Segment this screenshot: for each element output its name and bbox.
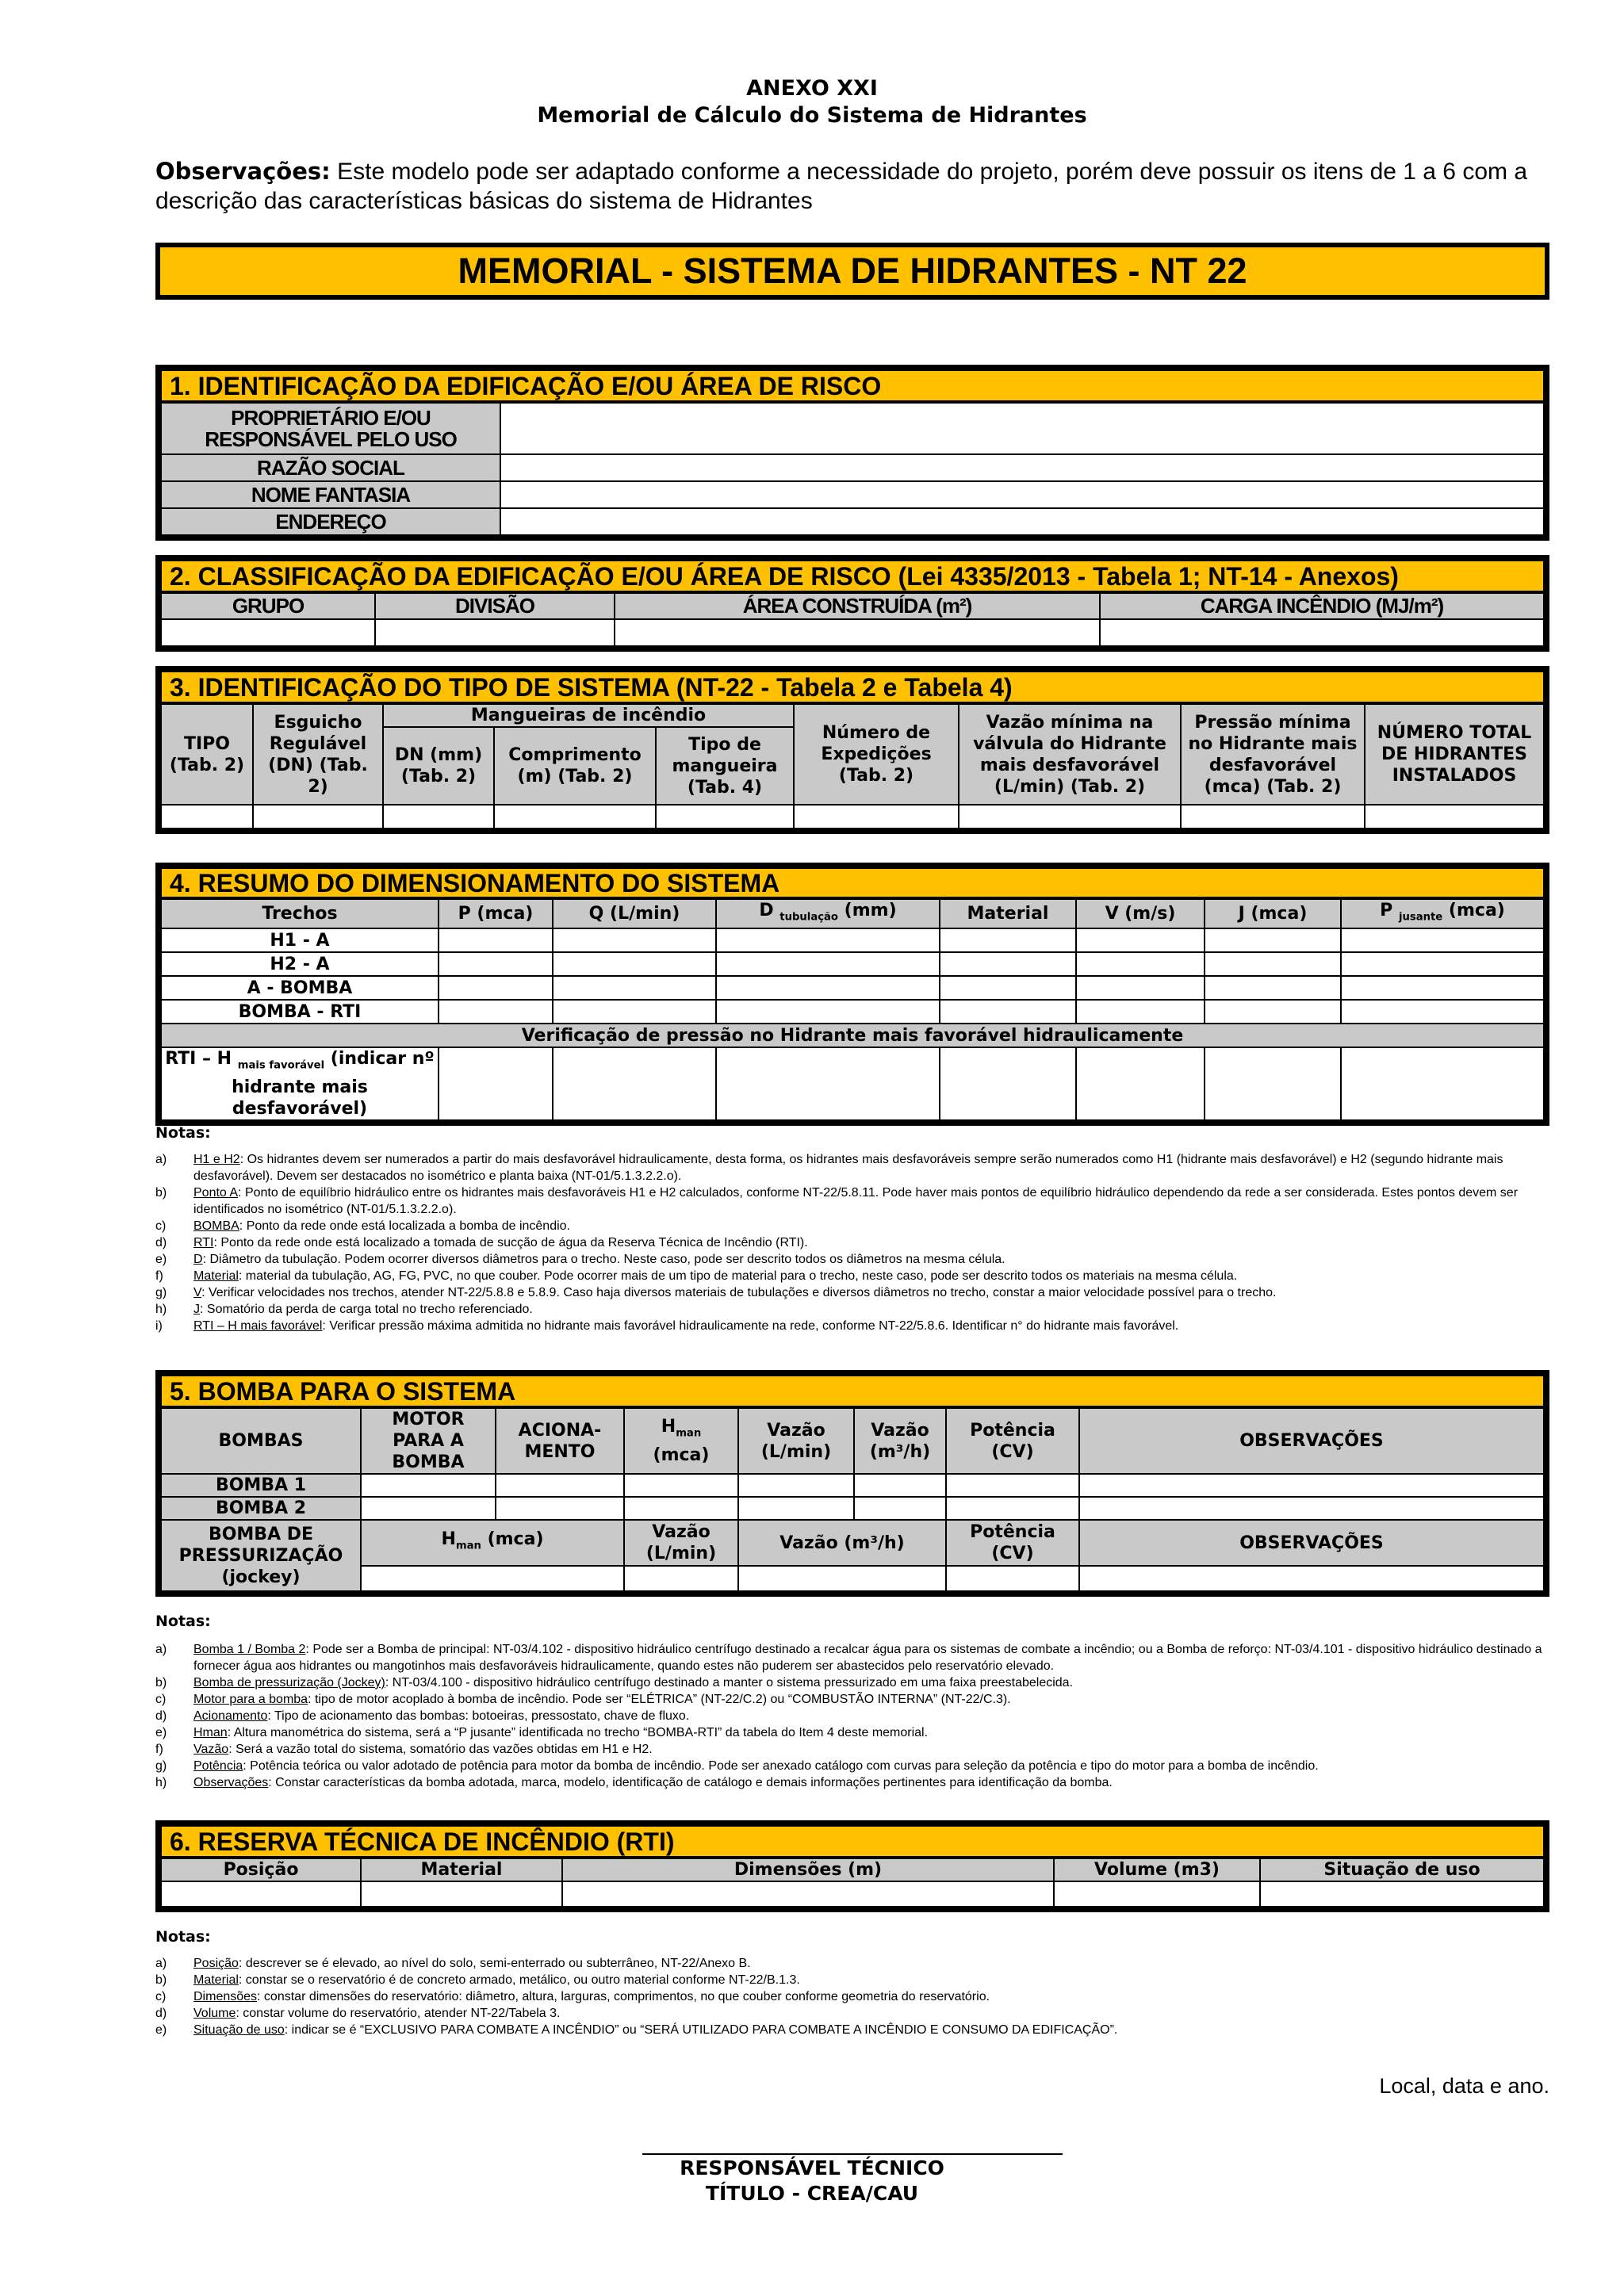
table-cell[interactable]: [496, 1497, 624, 1520]
note-text: [193, 1708, 1551, 1724]
downstream-pressure-header: P $_{jusante}$ (mca): [1341, 898, 1544, 928]
note-description: : Os hidrantes devem ser numerados a partir do mais desfavorável hidraulicamente, desta forma, os hidrantes mais desfavoráveis sempre serão numerados como H1 (hidrante mais desfavorável) e H2 (segundo hidrante mais desfavorável). Devem ser destacados no isométrico e planta baixa (NT-01/5.1.3.2.2.o).: [193, 1153, 1503, 1183]
note-text: [193, 1268, 1551, 1284]
table-cell[interactable]: [1076, 1047, 1205, 1119]
table-cell[interactable]: [1341, 928, 1544, 952]
note-description: : Pode ser a Bomba de principal: NT-03/4.102 - dispositivo hidráulico centrífugo destinado a recalcar água para os sistemas de combate a incêndio; ou a Bomba de reforço: NT-03/4.101 - dispositivo hidráulico destinado a fornecer água aos hidrantes ou mangotinhos mais desfavoráveis hidraulicamente, quando estes não puderem ser abastecidos pelo reservatório elevado.: [193, 1643, 1542, 1673]
segment-label: BOMBA - RTI: [161, 1000, 439, 1024]
jockey-hman-header: $H_{man}$ (mca): [361, 1520, 624, 1566]
note-text: [193, 1674, 1551, 1691]
jockey-observations-field[interactable]: [1079, 1566, 1544, 1591]
section-1-identification: [155, 365, 1549, 541]
note-item: [155, 1151, 1551, 1184]
table-cell[interactable]: [940, 1047, 1076, 1119]
jockey-observations-header: OBSERVAÇÕES: [1079, 1520, 1544, 1566]
note-description: : Potência teórica ou valor adotado de potência para motor da bomba de incêndio. Pode ser anexado catálogo com curvas para seleção da potência e tipo do motor para a bomba de incêndio.: [243, 1759, 1319, 1773]
flow-header: Q (L/min): [553, 898, 716, 928]
note-term: Ponto A: [193, 1186, 239, 1200]
observations-text: Este modelo pode ser adaptado conforme a necessidade do projeto, porém deve possuir os itens de 1 a 6 com a descrição das características básicas do sistema de Hidrantes: [155, 159, 1528, 214]
observations-label: Observações:: [155, 158, 331, 185]
fire-load-field[interactable]: [1100, 619, 1544, 646]
note-description: : Constar características da bomba adotada, marca, modelo, identificação de catálogo e demais informações pertinentes para identificação da bomba.: [268, 1776, 1113, 1789]
section-1-title: 1. IDENTIFICAÇÃO DA EDIFICAÇÃO E/OU ÁREA DE RISCO: [161, 370, 1544, 402]
diameter-header: D $_{tubulação}$ (mm): [716, 898, 940, 928]
annex-title: ANEXO XXI: [746, 76, 878, 101]
note-letter: g): [155, 1286, 167, 1299]
note-text: [193, 1988, 1551, 2005]
table-cell[interactable]: [854, 1474, 946, 1497]
notes-2-title: Notas:: [155, 1613, 211, 1630]
memorial-banner: MEMORIAL - SISTEMA DE HIDRANTES - NT 22: [155, 243, 1549, 300]
note-letter: a): [155, 1153, 167, 1166]
note-item: [155, 1184, 1551, 1218]
note-term: Acionamento: [193, 1709, 268, 1723]
velocity-header: V (m/s): [1076, 898, 1205, 928]
note-item: [155, 1218, 1551, 1234]
note-item: [155, 1972, 1551, 1988]
note-item: [155, 1988, 1551, 2005]
note-letter: f): [155, 1269, 163, 1283]
pump-2-label: BOMBA 2: [161, 1497, 361, 1520]
section-5-title: 5. BOMBA PARA O SISTEMA: [161, 1376, 1544, 1407]
section-3-title: 3. IDENTIFICAÇÃO DO TIPO DE SISTEMA (NT-22 - Tabela 2 e Tabela 4): [161, 672, 1544, 703]
notes-1-list: [155, 1151, 1551, 1334]
note-item: [155, 2022, 1551, 2038]
segment-label: A - BOMBA: [161, 976, 439, 1000]
hose-type-field[interactable]: [656, 805, 794, 828]
note-description: : Somatório da perda de carga total no trecho referenciado.: [200, 1303, 533, 1316]
note-text: [193, 1758, 1551, 1774]
note-term: Bomba 1 / Bomba 2: [193, 1643, 306, 1656]
hose-length-header: Comprimento (m) (Tab. 2): [494, 727, 656, 805]
note-letter: d): [155, 1236, 167, 1249]
note-text: [193, 1774, 1551, 1791]
table-cell[interactable]: [1341, 952, 1544, 976]
note-description: : Tipo de acionamento das bombas: botoeiras, pressostato, chave de fluxo.: [267, 1709, 690, 1723]
note-text: [193, 1301, 1551, 1318]
table-row: [161, 952, 1544, 976]
notes-3-title: Notas:: [155, 1928, 211, 1946]
verification-row: Verificação de pressão no Hidrante mais favorável hidraulicamente: [161, 1024, 1544, 1047]
reserve-material-header: Material: [361, 1858, 562, 1881]
power-header: Potência (CV): [946, 1407, 1079, 1474]
table-cell[interactable]: [940, 1000, 1076, 1024]
note-term: Motor para a bomba: [193, 1693, 308, 1706]
note-text: [193, 2022, 1551, 2038]
section-6-title: 6. RESERVA TÉCNICA DE INCÊNDIO (RTI): [161, 1826, 1544, 1858]
note-text: [193, 1184, 1551, 1218]
company-name-label: RAZÃO SOCIAL: [161, 454, 500, 481]
head-loss-header: J (mca): [1205, 898, 1341, 928]
company-name-field[interactable]: [500, 454, 1544, 481]
note-text: [193, 1641, 1551, 1674]
note-description: : Verificar pressão máxima admitida no hidrante mais favorável hidraulicamente na rede, conforme NT-22/5.8.6. Identificar n° do hidrante mais favorável.: [322, 1319, 1179, 1333]
pressure-header: P (mca): [439, 898, 553, 928]
table-cell[interactable]: [624, 1474, 738, 1497]
note-letter: c): [155, 1990, 167, 2003]
note-letter: a): [155, 1643, 167, 1656]
note-item: [155, 1284, 1551, 1301]
note-text: [193, 1972, 1551, 1988]
pumps-header: BOMBAS: [161, 1407, 361, 1474]
note-term: J: [193, 1303, 200, 1316]
note-description: : tipo de motor acoplado à bomba de incêndio. Pode ser “ELÉTRICA” (NT-22/C.2) ou “COMBUSTÃO INTERNA” (NT-22/C.3).: [308, 1693, 1011, 1706]
hose-length-field[interactable]: [494, 805, 656, 828]
note-description: : Altura manométrica do sistema, será a “P jusante” identificada no trecho “BOMBA-RTI” da tabela do Item 4 deste memorial.: [227, 1726, 929, 1739]
note-term: Material: [193, 1269, 239, 1283]
table-row: [161, 1000, 1544, 1024]
table-cell[interactable]: [439, 976, 553, 1000]
jockey-flow-lmin-header: Vazão (L/min): [624, 1520, 738, 1566]
table-cell[interactable]: [1205, 1047, 1341, 1119]
table-cell[interactable]: [716, 952, 940, 976]
note-description: : NT-03/4.100 - dispositivo hidráulico centrífugo destinado a manter o sistema pressurizado em uma faixa preestabelecida.: [385, 1676, 1074, 1689]
address-label: ENDEREÇO: [161, 508, 500, 535]
note-text: [193, 1691, 1551, 1708]
table-cell[interactable]: [439, 1047, 553, 1119]
note-item: [155, 1234, 1551, 1251]
note-letter: g): [155, 1759, 167, 1773]
usage-header: Situação de uso: [1260, 1858, 1544, 1881]
note-letter: d): [155, 1709, 167, 1723]
material-header: Material: [940, 898, 1076, 928]
trade-name-label: NOME FANTASIA: [161, 481, 500, 508]
section-3-system-type: [155, 666, 1549, 834]
min-flow-header: Vazão mínima na válvula do Hidrante mais desfavorável (L/min) (Tab. 2): [959, 703, 1181, 805]
section-5-pump: [155, 1370, 1549, 1597]
note-description: : Será a vazão total do sistema, somatório das vazões obtidas em H1 e H2.: [228, 1743, 653, 1756]
table-cell[interactable]: [361, 1474, 496, 1497]
note-letter: h): [155, 1776, 167, 1789]
jockey-hman-field[interactable]: [361, 1566, 624, 1591]
note-term: Situação de uso: [193, 2023, 285, 2037]
annex-subtitle: Memorial de Cálculo do Sistema de Hidrantes: [537, 103, 1087, 128]
min-flow-field[interactable]: [959, 805, 1181, 828]
table-row: [161, 928, 1544, 952]
note-item: [155, 1758, 1551, 1774]
note-term: RTI – H mais favorável: [193, 1319, 323, 1333]
reserve-material-field[interactable]: [361, 1881, 562, 1907]
note-letter: e): [155, 2023, 167, 2037]
note-item: [155, 1955, 1551, 1972]
hose-type-header: Tipo de mangueira (Tab. 4): [656, 727, 794, 805]
table-cell[interactable]: [1205, 976, 1341, 1000]
jockey-flow-m3h-header: Vazão (m³/h): [738, 1520, 946, 1566]
title-label: TÍTULO - CREA/CAU: [705, 2182, 919, 2205]
table-cell[interactable]: [854, 1497, 946, 1520]
note-item: [155, 1774, 1551, 1791]
note-letter: c): [155, 1693, 167, 1706]
table-cell[interactable]: [1341, 976, 1544, 1000]
dimensions-field[interactable]: [562, 1881, 1054, 1907]
table-cell[interactable]: [439, 928, 553, 952]
built-area-header: ÁREA CONSTRUÍDA (m²): [615, 592, 1100, 619]
pump-1-label: BOMBA 1: [161, 1474, 361, 1497]
table-cell[interactable]: [553, 1047, 716, 1119]
table-cell[interactable]: [624, 1497, 738, 1520]
flow-m3h-header: Vazão (m³/h): [854, 1407, 946, 1474]
note-item: [155, 1691, 1551, 1708]
note-description: : Ponto da rede onde está localizada a bomba de incêndio.: [239, 1219, 570, 1233]
section-6-reserve: [155, 1820, 1549, 1912]
note-term: Posição: [193, 1957, 239, 1970]
note-letter: i): [155, 1319, 163, 1333]
nozzle-field[interactable]: [253, 805, 383, 828]
note-text: [193, 1284, 1551, 1301]
motor-header: MOTOR PARA A BOMBA: [361, 1407, 496, 1474]
volume-header: Volume (m3): [1054, 1858, 1260, 1881]
jockey-pump-label: BOMBA DE PRESSURIZAÇÃO (jockey): [161, 1520, 361, 1591]
note-text: [193, 1318, 1551, 1334]
note-letter: a): [155, 1957, 167, 1970]
table-row: [161, 1474, 1544, 1497]
note-text: [193, 1724, 1551, 1741]
table-cell[interactable]: [946, 1474, 1079, 1497]
min-pressure-field[interactable]: [1181, 805, 1365, 828]
note-term: Volume: [193, 2007, 236, 2020]
table-cell[interactable]: [716, 928, 940, 952]
note-item: [155, 1251, 1551, 1268]
note-item: [155, 1724, 1551, 1741]
table-cell[interactable]: [946, 1497, 1079, 1520]
section-2-classification: [155, 555, 1549, 652]
segment-label: H1 - A: [161, 928, 439, 952]
place-date-text: Local, data e ano.: [1379, 2074, 1549, 2098]
note-text: [193, 1151, 1551, 1184]
type-field[interactable]: [161, 805, 253, 828]
table-cell[interactable]: [940, 976, 1076, 1000]
table-cell[interactable]: [1076, 976, 1205, 1000]
notes-3-list: [155, 1955, 1551, 2038]
note-term: BOMBA: [193, 1219, 239, 1233]
table-cell[interactable]: [1205, 952, 1341, 976]
note-letter: b): [155, 1676, 167, 1689]
note-text: [193, 1218, 1551, 1234]
outlets-header: Número de Expedições (Tab. 2): [794, 703, 959, 805]
note-description: : constar volume do reservatório, atender NT-22/Tabela 3.: [236, 2007, 561, 2020]
note-description: : Diâmetro da tubulação. Podem ocorrer diversos diâmetros para o trecho. Neste caso, pode ser descrito todos os diâmetros na mesma célula.: [202, 1253, 1005, 1266]
hman-header: $H_{man}$ (mca): [624, 1407, 738, 1474]
hose-dn-field[interactable]: [383, 805, 494, 828]
usage-field[interactable]: [1260, 1881, 1544, 1907]
table-cell[interactable]: [553, 1000, 716, 1024]
trade-name-field[interactable]: [500, 481, 1544, 508]
table-cell[interactable]: [940, 952, 1076, 976]
outlets-field[interactable]: [794, 805, 959, 828]
note-item: [155, 1674, 1551, 1691]
note-item: [155, 1708, 1551, 1724]
flow-lmin-header: Vazão (L/min): [738, 1407, 854, 1474]
note-letter: h): [155, 1303, 167, 1316]
most-favorable-hydrant-label: RTI – H $_{mais favorável}$ (indicar nº hidrante mais desfavorável): [161, 1047, 439, 1119]
table-cell[interactable]: [940, 928, 1076, 952]
note-text: [193, 2005, 1551, 2022]
address-field[interactable]: [500, 508, 1544, 535]
note-text: [193, 1955, 1551, 1972]
note-text: [193, 1234, 1551, 1251]
note-description: : Ponto da rede onde está localizado a tomada de sucção de água da Reserva Técnica de Incêndio (RTI).: [213, 1236, 808, 1249]
owner-label: PROPRIETÁRIO E/OU RESPONSÁVEL PELO USO: [161, 402, 500, 454]
jockey-flow-lmin-field[interactable]: [624, 1566, 738, 1591]
section-2-title: 2. CLASSIFICAÇÃO DA EDIFICAÇÃO E/OU ÁREA DE RISCO (Lei 4335/2013 - Tabela 1; NT-14 - Anexos): [161, 561, 1544, 592]
note-text: [193, 1251, 1551, 1268]
note-description: : constar se o reservatório é de concreto armado, metálico, ou outro material conforme NT-22/B.1.3.: [238, 1973, 800, 1987]
built-area-field[interactable]: [615, 619, 1100, 646]
table-cell[interactable]: [716, 1000, 940, 1024]
note-description: : indicar se é “EXCLUSIVO PARA COMBATE A INCÊNDIO” ou “SERÁ UTILIZADO PARA COMBATE A INCÊNDIO E CONSUMO DA EDIFICAÇÃO”.: [284, 2023, 1118, 2037]
table-cell[interactable]: [1341, 1000, 1544, 1024]
table-cell[interactable]: [1079, 1474, 1544, 1497]
position-header: Posição: [161, 1858, 361, 1881]
table-cell[interactable]: [716, 976, 940, 1000]
note-description: : Ponto de equilíbrio hidráulico entre os hidrantes mais desfavoráveis H1 e H2 calculados, conforme NT-22/5.8.11. Pode haver mais pontos de equilíbrio hidráulico dependendo da rede a ser considerada. Estes pontos devem ser identificados no isométrico (NT-01/5.1.3.2.2.o).: [193, 1186, 1519, 1216]
table-cell[interactable]: [1205, 928, 1341, 952]
note-term: D: [193, 1253, 203, 1266]
note-item: [155, 1641, 1551, 1674]
note-letter: f): [155, 1743, 163, 1756]
note-term: H1 e H2: [193, 1153, 240, 1166]
table-cell[interactable]: [1076, 928, 1205, 952]
observations-header: OBSERVAÇÕES: [1079, 1407, 1544, 1474]
jockey-power-header: Potência (CV): [946, 1520, 1079, 1566]
note-term: Bomba de pressurização (Jockey): [193, 1676, 385, 1689]
note-term: Dimensões: [193, 1990, 258, 2003]
note-term: V: [193, 1286, 202, 1299]
signature-line: [642, 2153, 1063, 2155]
division-field[interactable]: [375, 619, 615, 646]
note-letter: b): [155, 1186, 167, 1200]
note-description: : constar dimensões do reservatório: diâmetro, altura, larguras, comprimentos, no que couber conforme geometria do reservatório.: [257, 1990, 990, 2003]
table-cell[interactable]: [553, 976, 716, 1000]
table-cell[interactable]: [553, 928, 716, 952]
total-hydrants-field[interactable]: [1365, 805, 1544, 828]
note-description: : material da tubulação, AG, FG, PVC, no que couber. Pode ocorrer mais de um tipo de material para o trecho, neste caso, pode ser descrito todos os materiais na mesma célula.: [238, 1269, 1238, 1283]
table-cell[interactable]: [439, 1000, 553, 1024]
note-term: RTI: [193, 1236, 214, 1249]
note-term: Observações: [193, 1776, 269, 1789]
table-cell[interactable]: [496, 1474, 624, 1497]
group-field[interactable]: [161, 619, 375, 646]
hose-dn-header: DN (mm) (Tab. 2): [383, 727, 494, 805]
table-row: [161, 976, 1544, 1000]
note-text: [193, 1741, 1551, 1758]
notes-1-title: Notas:: [155, 1124, 211, 1142]
table-cell[interactable]: [553, 952, 716, 976]
section-4-sizing-summary: [155, 863, 1549, 1126]
table-cell[interactable]: [1079, 1497, 1544, 1520]
note-description: : descrever se é elevado, ao nível do solo, semi-enterrado ou subterrâneo, NT-22/Anexo B.: [238, 1957, 751, 1970]
table-cell[interactable]: [716, 1047, 940, 1119]
table-cell[interactable]: [361, 1497, 496, 1520]
division-header: DIVISÃO: [375, 592, 615, 619]
table-cell[interactable]: [1076, 952, 1205, 976]
fire-load-header: CARGA INCÊNDIO (MJ/m²): [1100, 592, 1544, 619]
note-term: Material: [193, 1973, 239, 1987]
note-letter: b): [155, 1973, 167, 1987]
note-letter: e): [155, 1726, 167, 1739]
activation-header: ACIONA-MENTO: [496, 1407, 624, 1474]
jockey-power-field[interactable]: [946, 1566, 1079, 1591]
owner-field[interactable]: [500, 402, 1544, 454]
table-cell[interactable]: [1205, 1000, 1341, 1024]
note-item: [155, 2005, 1551, 2022]
responsible-label: RESPONSÁVEL TÉCNICO: [680, 2156, 944, 2179]
note-letter: e): [155, 1253, 167, 1266]
table-cell[interactable]: [738, 1474, 854, 1497]
segment-label: H2 - A: [161, 952, 439, 976]
jockey-flow-m3h-field[interactable]: [738, 1566, 946, 1591]
table-cell[interactable]: [439, 952, 553, 976]
note-item: [155, 1301, 1551, 1318]
section-4-title: 4. RESUMO DO DIMENSIONAMENTO DO SISTEMA: [161, 868, 1544, 898]
note-item: [155, 1318, 1551, 1334]
notes-2-list: [155, 1641, 1551, 1791]
table-cell[interactable]: [738, 1497, 854, 1520]
segments-header: Trechos: [161, 898, 439, 928]
note-item: [155, 1741, 1551, 1758]
volume-field[interactable]: [1054, 1881, 1260, 1907]
note-letter: d): [155, 2007, 167, 2020]
note-term: Hman: [193, 1726, 228, 1739]
min-pressure-header: Pressão mínima no Hidrante mais desfavorável (mca) (Tab. 2): [1181, 703, 1365, 805]
observations-paragraph: [155, 157, 1551, 216]
table-row: [161, 1497, 1544, 1520]
hoses-header: Mangueiras de incêndio: [383, 703, 794, 727]
note-description: : Verificar velocidades nos trechos, atender NT-22/5.8.8 e 5.8.9. Caso haja diversos materiais de tubulações e diversos diâmetros no trecho, constar a maior velocidade possível para o trecho.: [201, 1286, 1277, 1299]
position-field[interactable]: [161, 1881, 361, 1907]
group-header: GRUPO: [161, 592, 375, 619]
table-cell[interactable]: [1076, 1000, 1205, 1024]
total-hydrants-header: NÚMERO TOTAL DE HIDRANTES INSTALADOS: [1365, 703, 1544, 805]
table-row: [161, 1047, 1544, 1119]
table-cell[interactable]: [1341, 1047, 1544, 1119]
note-item: [155, 1268, 1551, 1284]
note-term: Potência: [193, 1759, 243, 1773]
note-term: Vazão: [193, 1743, 229, 1756]
nozzle-header: Esguicho Regulável (DN) (Tab. 2): [253, 703, 383, 805]
type-header: TIPO (Tab. 2): [161, 703, 253, 805]
note-letter: c): [155, 1219, 167, 1233]
dimensions-header: Dimensões (m): [562, 1858, 1054, 1881]
